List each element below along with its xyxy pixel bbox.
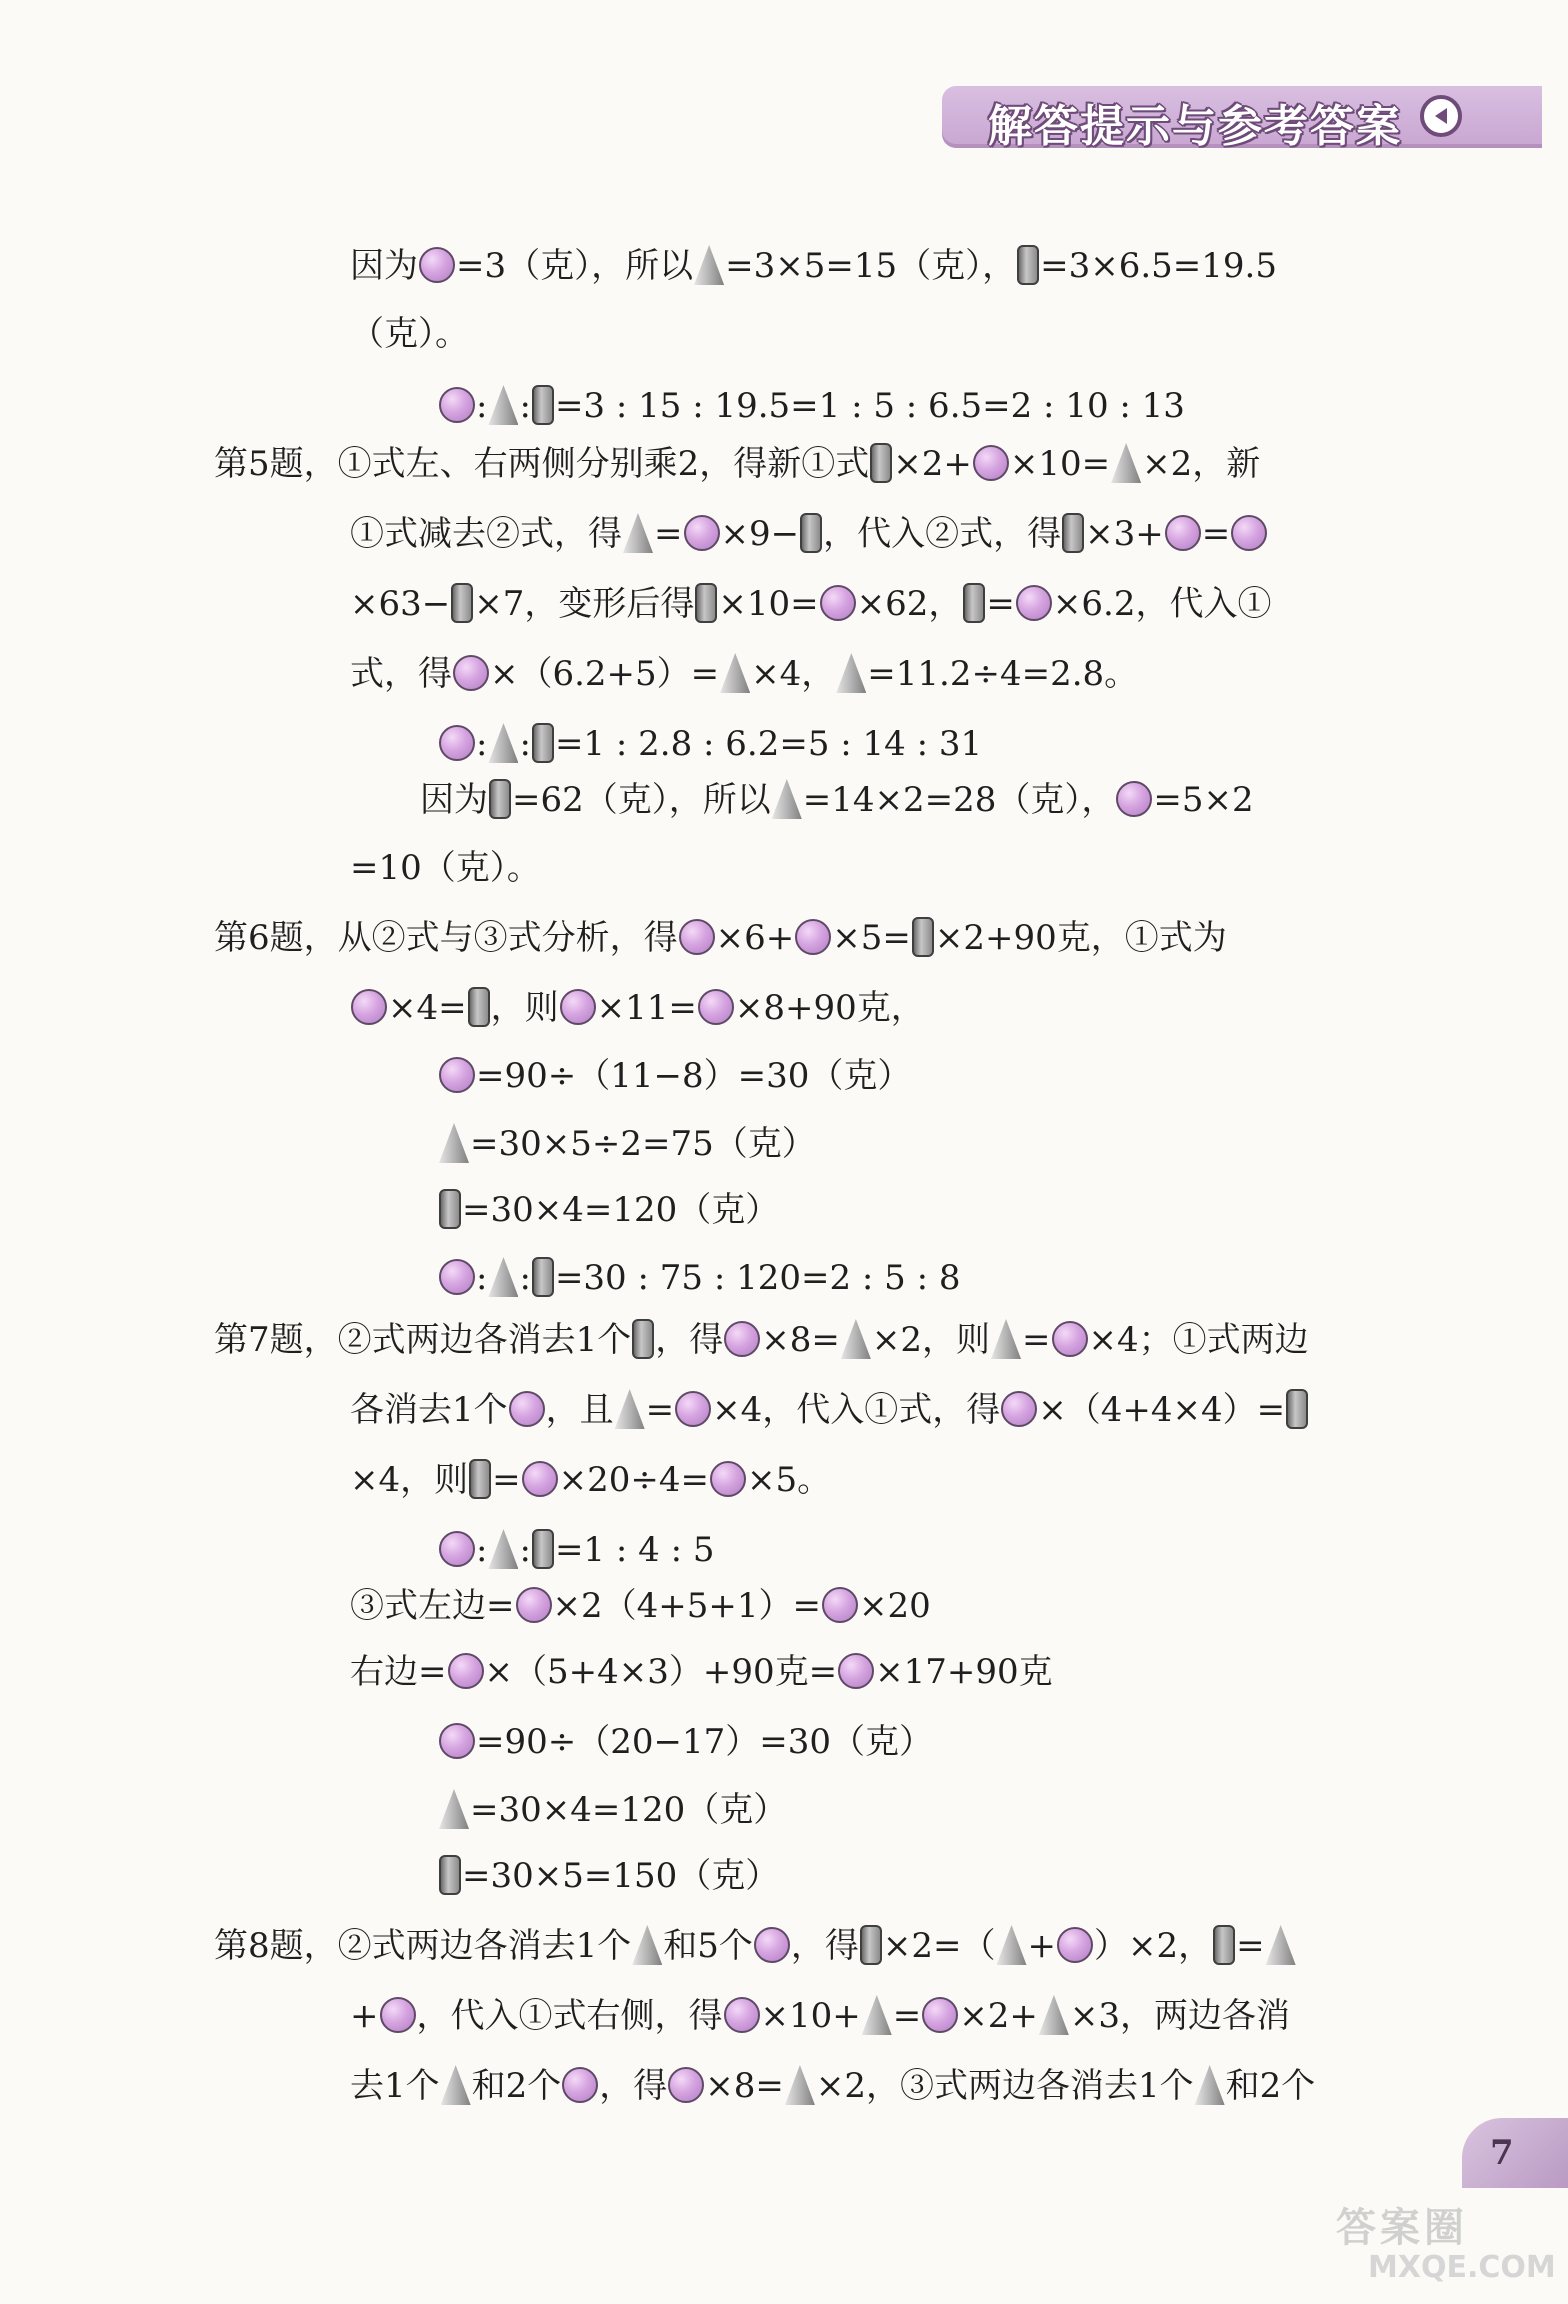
text: ×2，新	[1142, 444, 1261, 484]
cone-icon	[488, 1529, 518, 1569]
cone-icon	[772, 779, 802, 819]
text: 和2个	[471, 2066, 562, 2106]
sphere-icon	[439, 725, 475, 761]
problem-5-line	[350, 846, 541, 890]
cone-icon	[841, 1319, 871, 1359]
ratio-line	[438, 384, 1185, 428]
sphere-icon	[1165, 515, 1201, 551]
text: 各消去1个	[350, 1390, 508, 1430]
text: ×10+	[760, 1996, 861, 2036]
cylinder-icon	[800, 513, 822, 553]
ratio-line	[438, 722, 982, 766]
problem-5-line	[420, 778, 1254, 822]
cone-icon	[488, 1257, 518, 1297]
cone-icon	[1266, 1925, 1296, 1965]
cylinder-icon	[532, 1257, 554, 1297]
text: 第5题，①式左、右两侧分别乘2，得新①式	[214, 444, 870, 484]
sphere-icon	[710, 1461, 746, 1497]
sphere-icon	[973, 445, 1009, 481]
back-arrow-icon	[1420, 95, 1462, 137]
cylinder-icon	[1286, 1389, 1308, 1429]
text: +	[350, 1996, 379, 2036]
problem-7-line	[438, 1788, 787, 1832]
text: =	[654, 514, 683, 554]
sphere-icon	[795, 919, 831, 955]
cylinder-icon	[695, 583, 717, 623]
cone-icon	[439, 1123, 469, 1163]
text: =3×6.5=19.5	[1040, 246, 1277, 286]
watermark-logo: 答案圈	[1336, 2205, 1468, 2251]
text: :	[476, 386, 488, 426]
text: ×（6.2+5）=	[490, 654, 720, 694]
text: =1 : 2.8 : 6.2=5 : 14 : 31	[554, 724, 983, 764]
text: ×2，③式两边各消去1个	[815, 2066, 1194, 2106]
text: =30×5÷2=75（克）	[470, 1124, 816, 1164]
text: =30×4=120（克）	[470, 1790, 788, 1830]
text: =30 : 75 : 120=2 : 5 : 8	[554, 1258, 961, 1298]
cone-icon	[720, 653, 750, 693]
text: =62（克），所以	[512, 780, 771, 820]
sphere-icon	[516, 1587, 552, 1623]
problem-6-line	[350, 986, 925, 1030]
sphere-icon	[439, 387, 475, 423]
sphere-icon	[509, 1391, 545, 1427]
cone-icon	[623, 513, 653, 553]
problem-7-line	[214, 1318, 1309, 1362]
cylinder-icon	[439, 1189, 461, 1229]
answer-line	[350, 244, 1277, 288]
cone-icon	[632, 1925, 662, 1965]
cylinder-icon	[860, 1925, 882, 1965]
cylinder-icon	[1017, 245, 1039, 285]
problem-5-line	[214, 442, 1260, 486]
cone-icon	[615, 1389, 645, 1429]
cone-icon	[836, 653, 866, 693]
text: ×7，变形后得	[474, 584, 695, 624]
text: ，得	[599, 2066, 668, 2106]
page-number: 7	[1462, 2118, 1568, 2188]
text: =	[892, 1996, 922, 2036]
text: :	[519, 1530, 531, 1570]
text: =11.2÷4=2.8。	[867, 654, 1139, 694]
cone-icon	[694, 245, 724, 285]
watermark-url: MXQE.COM	[1368, 2250, 1556, 2285]
ratio-line	[438, 1528, 714, 1572]
cone-icon	[991, 1319, 1021, 1359]
sphere-icon	[1016, 585, 1052, 621]
problem-6-line	[438, 1188, 779, 1232]
sphere-icon	[439, 1057, 475, 1093]
sphere-icon	[380, 1997, 416, 2033]
sphere-icon	[1116, 781, 1152, 817]
text: 第8题，②式两边各消去1个	[214, 1926, 632, 1966]
problem-7-line	[438, 1720, 933, 1764]
text: :	[519, 724, 531, 764]
text: ×20÷4=	[558, 1460, 709, 1500]
cylinder-icon	[532, 723, 554, 763]
sphere-icon	[1001, 1391, 1037, 1427]
sphere-icon	[822, 1587, 858, 1623]
cylinder-icon	[1213, 1925, 1235, 1965]
problem-7-line	[350, 1388, 1309, 1432]
sphere-icon	[1052, 1321, 1088, 1357]
answer-line	[350, 312, 469, 356]
sphere-icon	[1231, 515, 1267, 551]
cone-icon	[862, 1995, 892, 2035]
problem-7-line	[438, 1854, 779, 1898]
text: 第6题，从②式与③式分析，得	[214, 918, 678, 958]
text: :	[519, 1258, 531, 1298]
text: ×2=（	[882, 1926, 996, 1966]
problem-6-line	[438, 1122, 816, 1166]
cylinder-icon	[532, 385, 554, 425]
problem-8-line	[214, 1924, 1297, 1968]
section-header-banner	[942, 86, 1542, 152]
text: ×6.2，代入①	[1052, 584, 1272, 624]
cone-icon	[488, 723, 518, 763]
text: =1 : 4 : 5	[554, 1530, 715, 1570]
problem-7-line	[350, 1650, 1053, 1694]
cone-icon	[997, 1925, 1027, 1965]
text: ×17+90克	[875, 1652, 1053, 1692]
cylinder-icon	[963, 583, 985, 623]
cone-icon	[785, 2065, 815, 2105]
problem-6-line	[214, 916, 1227, 960]
text: ×3+	[1085, 514, 1164, 554]
text: =5×2	[1153, 780, 1254, 820]
text: =	[986, 584, 1015, 624]
sphere-icon	[684, 515, 720, 551]
cylinder-icon	[632, 1319, 654, 1359]
text: ×9−	[720, 514, 800, 554]
cylinder-icon	[489, 779, 511, 819]
problem-6-line	[438, 1054, 911, 1098]
text: ，代入①式右侧，得	[416, 1996, 723, 2036]
text: ①式减去②式，得	[350, 514, 622, 554]
text: =30×4=120（克）	[462, 1190, 780, 1230]
sphere-icon	[820, 585, 856, 621]
sphere-icon	[838, 1653, 874, 1689]
problem-8-line	[350, 2064, 1315, 2108]
text: ×6+	[715, 918, 795, 958]
text: 去1个	[350, 2066, 440, 2106]
text: ×62，	[856, 584, 963, 624]
text: ×4；①式两边	[1088, 1320, 1309, 1360]
text: :	[476, 1530, 488, 1570]
text: =	[492, 1460, 521, 1500]
text: =3 : 15 : 19.5=1 : 5 : 6.5=2 : 10 : 13	[554, 386, 1185, 426]
text: =3×5=15（克），	[725, 246, 1017, 286]
text: ×11=	[596, 988, 697, 1028]
text: =10（克）。	[350, 848, 541, 888]
sphere-icon	[754, 1927, 790, 1963]
cone-icon	[441, 2065, 471, 2105]
sphere-icon	[351, 989, 387, 1025]
cylinder-icon	[912, 917, 934, 957]
text: +	[1027, 1926, 1057, 1966]
text: ×2+90克，①式为	[934, 918, 1227, 958]
sphere-icon	[675, 1391, 711, 1427]
problem-8-line	[350, 1994, 1290, 2038]
sphere-icon	[560, 989, 596, 1025]
text: 和5个	[663, 1926, 753, 1966]
problem-5-line	[350, 512, 1268, 556]
text: ×4，	[751, 654, 836, 694]
cylinder-icon	[1062, 513, 1084, 553]
text: ×3，两边各消	[1069, 1996, 1290, 2036]
text: =14×2=28（克），	[802, 780, 1116, 820]
text: 右边=	[350, 1652, 447, 1692]
sphere-icon	[922, 1997, 958, 2033]
text: ×2（4+5+1）=	[552, 1586, 821, 1626]
text: ，代入②式，得	[823, 514, 1062, 554]
text: ）×2，	[1094, 1926, 1213, 1966]
sphere-icon	[453, 655, 489, 691]
cylinder-icon	[532, 1529, 554, 1569]
sphere-icon	[724, 1321, 760, 1357]
section-header-title: 解答提示与参考答案	[988, 101, 1402, 152]
text: =	[1022, 1320, 1051, 1360]
ratio-line	[438, 1256, 961, 1300]
sphere-icon	[562, 2067, 598, 2103]
text: ×2+	[959, 1996, 1038, 2036]
sphere-icon	[668, 2067, 704, 2103]
sphere-icon	[439, 1723, 475, 1759]
text: ，得	[655, 1320, 724, 1360]
text: 因为	[420, 780, 488, 820]
cylinder-icon	[469, 1459, 491, 1499]
cone-icon	[439, 1789, 469, 1829]
text: =90÷（20−17）=30（克）	[476, 1722, 934, 1762]
text: ×10=	[718, 584, 819, 624]
cylinder-icon	[451, 583, 473, 623]
text: ×4，则	[350, 1460, 469, 1500]
text: 式，得	[350, 654, 452, 694]
text: ，且	[545, 1390, 614, 1430]
sphere-icon	[698, 989, 734, 1025]
sphere-icon	[724, 1997, 760, 2033]
text: ×63−	[350, 584, 451, 624]
text: :	[476, 724, 488, 764]
sphere-icon	[439, 1531, 475, 1567]
sphere-icon	[419, 247, 455, 283]
text: =	[1236, 1926, 1265, 1966]
text: ×5=	[832, 918, 911, 958]
text: ×4，代入①式，得	[712, 1390, 1001, 1430]
cylinder-icon	[468, 987, 490, 1027]
text: :	[476, 1258, 488, 1298]
text: :	[519, 386, 531, 426]
text: =	[1201, 514, 1231, 554]
text: 第7题，②式两边各消去1个	[214, 1320, 632, 1360]
text: =90÷（11−8）=30（克）	[476, 1056, 912, 1096]
problem-5-line	[350, 652, 1138, 696]
text: ③式左边=	[350, 1586, 515, 1626]
text: ，则	[490, 988, 559, 1028]
text: ×10=	[1009, 444, 1111, 484]
cylinder-icon	[870, 443, 892, 483]
sphere-icon	[1057, 1927, 1093, 1963]
text: ×2，则	[871, 1320, 990, 1360]
text: ×20	[858, 1586, 931, 1626]
sphere-icon	[522, 1461, 558, 1497]
text: ×8+90克，	[734, 988, 925, 1028]
text: （克）。	[350, 314, 469, 354]
cone-icon	[1039, 1995, 1069, 2035]
text: ×（5+4×3）+90克=	[484, 1652, 838, 1692]
text: 和2个	[1225, 2066, 1316, 2106]
text: ×4=	[388, 988, 467, 1028]
text: ，得	[790, 1926, 859, 1966]
cone-icon	[1195, 2065, 1225, 2105]
sphere-icon	[448, 1653, 484, 1689]
text: =	[645, 1390, 675, 1430]
text: ×8=	[705, 2066, 784, 2106]
problem-7-line	[350, 1584, 931, 1628]
text: ×8=	[761, 1320, 840, 1360]
sphere-icon	[439, 1259, 475, 1295]
cone-icon	[1111, 443, 1141, 483]
text: =30×5=150（克）	[462, 1856, 780, 1896]
text: ×（4+4×4）=	[1038, 1390, 1286, 1430]
text: 因为	[350, 246, 418, 286]
text: ×5。	[747, 1460, 832, 1500]
problem-7-line	[350, 1458, 831, 1502]
sphere-icon	[679, 919, 715, 955]
cylinder-icon	[439, 1855, 461, 1895]
problem-5-line	[350, 582, 1271, 626]
cone-icon	[488, 385, 518, 425]
text: ×2+	[893, 444, 972, 484]
text: =3（克），所以	[456, 246, 694, 286]
